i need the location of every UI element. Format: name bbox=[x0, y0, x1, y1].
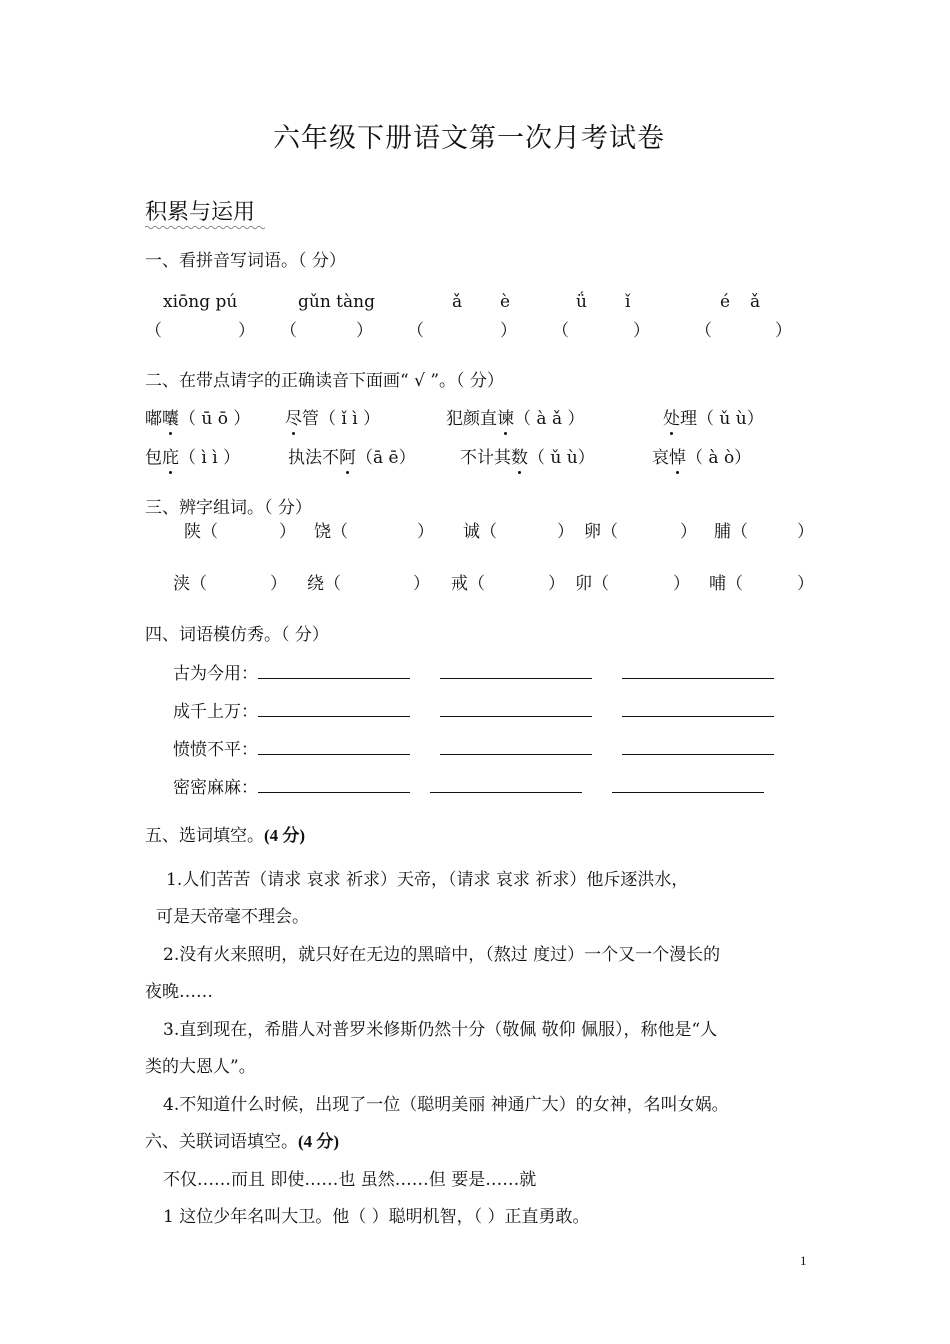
q3-char: 卵（ bbox=[584, 522, 618, 542]
q5-line: 3.直到现在，希腊人对普罗米修斯仍然十分（敬佩 敬仰 佩服），称他是“人 bbox=[163, 1020, 718, 1040]
q4-item bbox=[173, 773, 764, 798]
q5-line: 1.人们苦苦（请求 哀求 祈求）天帝，（请求 哀求 祈求）他斥逐洪水， bbox=[166, 870, 689, 890]
answer-paren-open: （ bbox=[145, 321, 162, 341]
q2-item: 嘟囔（ ū ō ） bbox=[145, 409, 251, 429]
q4-heading: 四、词语模仿秀。（ 分） bbox=[145, 625, 329, 645]
q2-item: 包庇（ ì ì ） bbox=[145, 448, 241, 468]
answer-blank[interactable] bbox=[440, 662, 592, 679]
pinyin: é bbox=[720, 292, 731, 312]
q2-heading: 二、在带点请字的正确读音下面画“ √ ”。（ 分） bbox=[145, 371, 504, 391]
q2-item: 犯颜直谏（ à ǎ ） bbox=[446, 409, 585, 429]
q5-line: 夜晚…… bbox=[145, 982, 213, 1002]
q3-char: 浃（ bbox=[173, 574, 207, 594]
wavy-underline bbox=[145, 225, 267, 230]
q4-item bbox=[173, 659, 774, 684]
page-title: 六年级下册语文第一次月考试卷 bbox=[273, 123, 665, 154]
answer-paren-close: ） bbox=[633, 321, 650, 341]
q6-options: 不仅……而且 即使……也 虽然……但 要是……就 bbox=[163, 1170, 537, 1190]
q5-line: 类的大恩人”。 bbox=[145, 1057, 256, 1077]
pinyin: ǐ bbox=[625, 292, 631, 312]
answer-blank[interactable] bbox=[612, 776, 764, 793]
answer-paren-open: （ bbox=[407, 321, 424, 341]
q3-paren: ） bbox=[279, 522, 296, 542]
q3-char: 绕（ bbox=[307, 574, 341, 594]
answer-blank[interactable] bbox=[430, 776, 582, 793]
q3-paren: ） bbox=[680, 522, 697, 542]
answer-paren-close: ） bbox=[356, 321, 373, 341]
q3-char: 饶（ bbox=[314, 522, 348, 542]
page-number: 1 bbox=[800, 1253, 807, 1268]
answer-blank[interactable] bbox=[622, 662, 774, 679]
q3-char: 诚（ bbox=[463, 522, 497, 542]
q2-item: 不计其数（ ǔ ù） bbox=[460, 448, 595, 468]
q3-char: 戒（ bbox=[451, 574, 485, 594]
pinyin: è bbox=[500, 292, 511, 312]
q3-paren: ） bbox=[417, 522, 434, 542]
answer-blank[interactable] bbox=[440, 700, 592, 717]
q3-paren: ） bbox=[797, 522, 814, 542]
answer-blank[interactable] bbox=[622, 700, 774, 717]
section-heading: 积累与运用 bbox=[145, 200, 256, 225]
q2-item: 执法不阿（ā ē） bbox=[288, 448, 416, 468]
q4-item bbox=[173, 735, 774, 760]
pinyin: gǔn tàng bbox=[298, 292, 375, 312]
answer-blank[interactable] bbox=[258, 738, 410, 755]
answer-blank[interactable] bbox=[258, 662, 410, 679]
q2-item: 哀悼（ à ò） bbox=[652, 448, 752, 468]
pinyin: ǘ bbox=[576, 292, 587, 312]
pinyin: ǎ bbox=[750, 292, 761, 312]
answer-paren-close: ） bbox=[775, 321, 792, 341]
answer-blank[interactable] bbox=[258, 700, 410, 717]
answer-blank[interactable] bbox=[440, 738, 592, 755]
q6-heading: 六、关联词语填空。(4 分) bbox=[145, 1132, 340, 1152]
q3-paren: ） bbox=[557, 522, 574, 542]
q3-paren: ） bbox=[413, 574, 430, 594]
q6-line: 1 这位少年名叫大卫。他（ ）聪明机智，（ ）正直勇敢。 bbox=[163, 1207, 590, 1227]
answer-paren-open: （ bbox=[280, 321, 297, 341]
answer-blank[interactable] bbox=[622, 738, 774, 755]
answer-paren-open: （ bbox=[552, 321, 569, 341]
answer-blank[interactable] bbox=[258, 776, 410, 793]
q3-char: 陕（ bbox=[184, 522, 218, 542]
q3-paren: ） bbox=[673, 574, 690, 594]
q4-word: 古为今用： bbox=[173, 664, 258, 684]
q4-item bbox=[173, 697, 774, 722]
q4-word: 成千上万： bbox=[173, 702, 258, 722]
q5-line: 2.没有火来照明，就只好在无边的黑暗中，（熬过 度过）一个又一个漫长的 bbox=[163, 945, 721, 965]
q4-word: 愤愤不平： bbox=[173, 740, 258, 760]
q2-item: 尽管（ ǐ ì ） bbox=[285, 409, 381, 429]
q3-char: 哺（ bbox=[709, 574, 743, 594]
q5-line: 可是天帝毫不理会。 bbox=[156, 907, 309, 927]
q3-paren: ） bbox=[797, 574, 814, 594]
q2-item: 处理（ ǔ ù） bbox=[663, 409, 764, 429]
answer-paren-close: ） bbox=[238, 321, 255, 341]
q1-heading: 一、看拼音写词语。（ 分） bbox=[145, 251, 346, 271]
q3-paren: ） bbox=[270, 574, 287, 594]
answer-paren-close: ） bbox=[500, 321, 517, 341]
q5-line: 4.不知道什么时候，出现了一位（聪明美丽 神通广大）的女神，名叫女娲。 bbox=[163, 1095, 729, 1115]
pinyin: ǎ bbox=[452, 292, 463, 312]
q3-paren: ） bbox=[548, 574, 565, 594]
q3-char: 卯（ bbox=[575, 574, 609, 594]
q3-heading: 三、辨字组词。（ 分） bbox=[145, 498, 312, 518]
q4-word: 密密麻麻： bbox=[173, 778, 258, 798]
answer-paren-open: （ bbox=[695, 321, 712, 341]
q5-heading: 五、选词填空。(4 分) bbox=[145, 826, 306, 846]
pinyin: xiōng pú bbox=[163, 292, 238, 312]
q3-char: 脯（ bbox=[714, 522, 748, 542]
